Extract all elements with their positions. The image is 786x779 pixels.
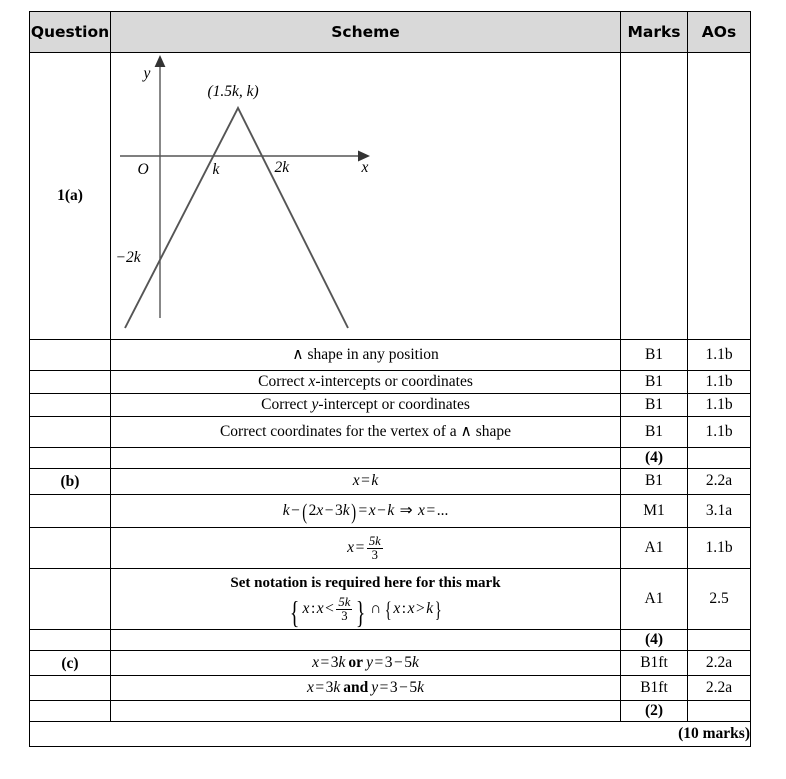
modulus-graph bbox=[112, 53, 620, 339]
y-intercept-label: −2k bbox=[115, 249, 141, 266]
table-row-total bbox=[30, 722, 751, 747]
column-header-scheme: Scheme bbox=[111, 12, 621, 53]
aos-cell-empty bbox=[688, 630, 751, 651]
aos-value: 1.1b bbox=[688, 417, 751, 448]
scheme-cell-empty bbox=[111, 701, 621, 722]
total-marks-label: (10 marks) bbox=[30, 722, 751, 747]
question-label-c: (c) bbox=[30, 651, 111, 676]
scheme-text bbox=[111, 371, 621, 394]
marks-cell-graph bbox=[621, 53, 688, 340]
table-row bbox=[30, 340, 751, 371]
x-intercept-2k-label: 2k bbox=[274, 159, 290, 176]
scheme-text-variable: y bbox=[311, 395, 319, 413]
connector-or: or bbox=[348, 653, 364, 671]
graph-svg bbox=[112, 53, 620, 339]
question-cell-empty bbox=[30, 340, 111, 371]
scheme-text: Correct coordinates for the vertex of a ∧ shape bbox=[111, 417, 621, 448]
table-header bbox=[30, 12, 751, 53]
graph-cell bbox=[111, 53, 621, 340]
marks-value: A1 bbox=[621, 528, 688, 569]
aos-value: 2.2a bbox=[688, 469, 751, 495]
scheme-text bbox=[111, 394, 621, 417]
fraction-numerator: 5k bbox=[338, 594, 351, 609]
question-cell-empty bbox=[30, 417, 111, 448]
lambda-curve bbox=[125, 108, 348, 328]
subtotal-marks-b: (4) bbox=[621, 630, 688, 651]
aos-value: 2.2a bbox=[688, 676, 751, 701]
table-row bbox=[30, 394, 751, 417]
y-axis-arrowhead bbox=[154, 55, 165, 67]
aos-value: 1.1b bbox=[688, 371, 751, 394]
fraction-denominator: 3 bbox=[336, 609, 352, 623]
scheme-equation bbox=[111, 469, 621, 495]
table-row-subtotal-b bbox=[30, 630, 751, 651]
table-header-row bbox=[30, 12, 751, 53]
question-cell-empty bbox=[30, 569, 111, 630]
table-row-subtotal-c bbox=[30, 701, 751, 722]
subtotal-marks-a: (4) bbox=[621, 448, 688, 469]
column-header-marks: Marks bbox=[621, 12, 688, 53]
question-cell-empty bbox=[30, 630, 111, 651]
table-row-subtotal-a bbox=[30, 448, 751, 469]
mark-scheme-table bbox=[29, 11, 751, 747]
scheme-text-pre: Correct bbox=[261, 395, 312, 413]
vertex-coordinate-label: (1.5k, k) bbox=[207, 83, 259, 100]
marks-value: M1 bbox=[621, 495, 688, 528]
scheme-set-notation bbox=[111, 569, 621, 630]
equation-x-equals-5k-over-3: x= $\frac{5k}{3}$ bbox=[347, 533, 381, 562]
aos-value: 1.1b bbox=[688, 394, 751, 417]
marks-value: B1ft bbox=[621, 651, 688, 676]
question-cell-empty bbox=[30, 448, 111, 469]
equation-modulus-expansion: k− (2x−3k) =x−k ⇒ x=... bbox=[282, 498, 449, 524]
scheme-equation bbox=[111, 676, 621, 701]
scheme-text: ∧ shape in any position bbox=[111, 340, 621, 371]
aos-cell-empty bbox=[688, 701, 751, 722]
scheme-cell-empty bbox=[111, 630, 621, 651]
marks-value: B1 bbox=[621, 417, 688, 448]
aos-cell-graph bbox=[688, 53, 751, 340]
scheme-text-post: -intercept or coordinates bbox=[318, 395, 470, 413]
y-axis-label: y bbox=[143, 65, 151, 82]
aos-cell-empty bbox=[688, 448, 751, 469]
table-row-c2 bbox=[30, 676, 751, 701]
aos-value: 3.1a bbox=[688, 495, 751, 528]
marks-value: B1 bbox=[621, 371, 688, 394]
marks-value: B1 bbox=[621, 394, 688, 417]
question-cell-empty bbox=[30, 371, 111, 394]
fraction-denominator: 3 bbox=[367, 548, 383, 562]
question-cell-empty bbox=[30, 676, 111, 701]
equation-c-and: x=3k and y=3−5k bbox=[306, 678, 425, 696]
scheme-equation bbox=[111, 495, 621, 528]
table-row-b2 bbox=[30, 495, 751, 528]
scheme-cell-empty bbox=[111, 448, 621, 469]
scheme-text-variable: x bbox=[308, 372, 316, 390]
x-axis-label: x bbox=[361, 159, 369, 176]
set-notation-equation: { x:x< $\frac{5k}{3}$ } ∩ { x:x>k} bbox=[290, 594, 442, 630]
x-intercept-k-label: k bbox=[212, 161, 220, 178]
origin-label: O bbox=[137, 161, 149, 178]
fraction-numerator: 5k bbox=[368, 533, 381, 548]
table-row-b3 bbox=[30, 528, 751, 569]
aos-value: 2.2a bbox=[688, 651, 751, 676]
scheme-text-post: -intercepts or coordinates bbox=[315, 372, 473, 390]
scheme-equation bbox=[111, 528, 621, 569]
question-label-b: (b) bbox=[30, 469, 111, 495]
question-cell-empty bbox=[30, 495, 111, 528]
table-row bbox=[30, 417, 751, 448]
subtotal-marks-c: (2) bbox=[621, 701, 688, 722]
aos-value: 1.1b bbox=[688, 340, 751, 371]
column-header-aos: AOs bbox=[688, 12, 751, 53]
question-cell-empty bbox=[30, 528, 111, 569]
aos-value: 1.1b bbox=[688, 528, 751, 569]
marks-value: B1 bbox=[621, 469, 688, 495]
marks-value: A1 bbox=[621, 569, 688, 630]
set-notation-note: Set notation is required here for this mark bbox=[230, 575, 501, 592]
equation-c-or: x=3k or y=3−5k bbox=[312, 653, 419, 671]
marks-value: B1 bbox=[621, 340, 688, 371]
table-row bbox=[30, 371, 751, 394]
question-cell-empty bbox=[30, 701, 111, 722]
question-cell-empty bbox=[30, 394, 111, 417]
question-label-1a: 1(a) bbox=[30, 53, 111, 340]
table-row-b4 bbox=[30, 569, 751, 630]
aos-value: 2.5 bbox=[688, 569, 751, 630]
marks-value: B1ft bbox=[621, 676, 688, 701]
scheme-equation bbox=[111, 651, 621, 676]
table-row-c1 bbox=[30, 651, 751, 676]
column-header-question: Question bbox=[30, 12, 111, 53]
connector-and: and bbox=[343, 678, 369, 696]
table-row-1a-graph bbox=[30, 53, 751, 340]
equation-x-equals-k: x=k bbox=[352, 472, 379, 490]
scheme-text-pre: Correct bbox=[258, 372, 309, 390]
table-row-b1 bbox=[30, 469, 751, 495]
